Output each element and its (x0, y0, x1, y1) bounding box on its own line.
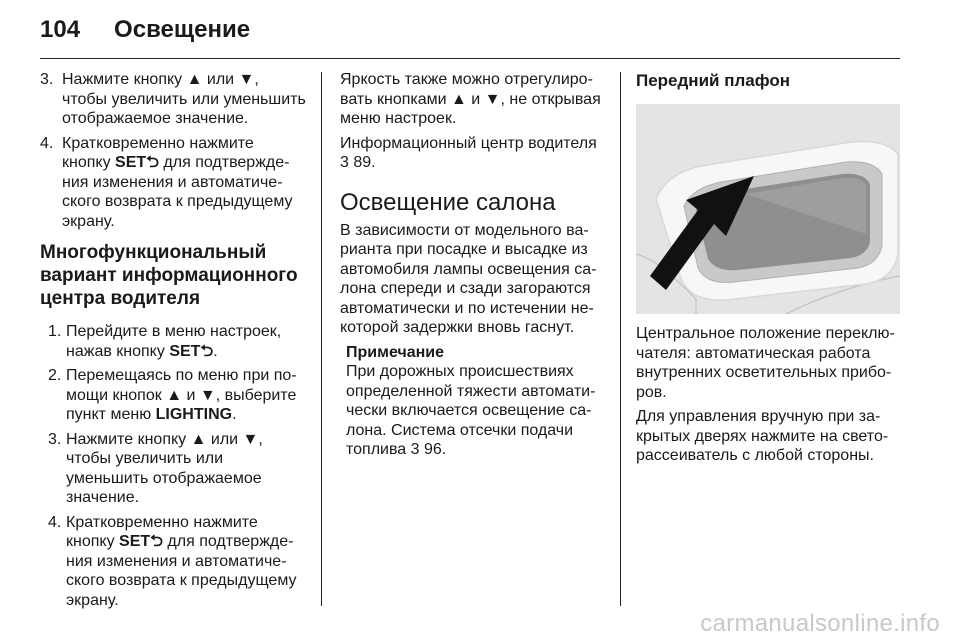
note-block (346, 343, 606, 460)
list-item: 3. Нажмите кнопку ▲ или ▼, чтобы увеличить или уменьшить отображаемое значение. (40, 71, 306, 127)
lighting-key-label: LIGHTING (155, 406, 233, 423)
page-header (40, 16, 250, 44)
page-number: 104 (40, 16, 81, 43)
front-lamp-illustration (636, 104, 900, 314)
list-item: 3. Нажмите кнопку ▲ или ▼, чтобы увеличить или уменьшить отображаемое значение. (48, 430, 263, 506)
list-item: 4. Кратковременно нажмите кнопку SET⮌ для подтверждения изменения и автоматического возврата к предыдущему экрану. (40, 134, 293, 230)
section-heading-multifunction: Многофункциональный вариант информационного центра водителя (40, 242, 298, 309)
column-2 (340, 70, 606, 460)
paragraph: Яркость также можно отрегулировать кнопками ▲ и ▼, не открывая меню настроек. (340, 71, 601, 127)
list-item: 4. Кратковременно нажмите кнопку SET⮌ для подтверждения изменения и автоматического возврата к предыдущему экрану. (48, 513, 297, 609)
section-heading-interior-lighting: Освещение салона (340, 188, 556, 216)
list-item: 2. Перемещаясь по меню при помощи кнопок ▲ и ▼, выберите пункт меню LIGHTING. (48, 367, 297, 423)
note-title: Примечание (346, 343, 445, 361)
figure-caption: Центральное положение переключателя: автоматическая работа внутренних осветительных приборов. (636, 325, 895, 401)
section-heading-front-lamp: Передний плафон (636, 71, 791, 90)
dome-lamp-image (636, 104, 900, 314)
set-key-label: SET⮌ (169, 342, 214, 360)
set-key-label: SET⮌ (119, 533, 163, 550)
paragraph: Для управления вручную при закрытых дверях нажмите на светорассеиватель с любой стороны. (636, 408, 889, 464)
note-text: При дорожных происшествиях определенной тяжести автоматически включается освещение салона. Система отсечки подачи топлива 3 96. (346, 363, 596, 458)
header-divider (40, 58, 900, 59)
site-watermark: carmanualsonline.info (700, 610, 940, 637)
set-key-label: SET⮌ (115, 154, 159, 171)
column-divider-1 (321, 72, 322, 606)
column-1 (40, 70, 306, 615)
steps-list-b (48, 322, 306, 610)
list-item: 1. Перейдите в меню настроек, нажав кнопку SET⮌. (48, 323, 282, 360)
column-3 (636, 70, 902, 471)
cross-reference[interactable]: Информационный центр водителя 3 89. (340, 134, 597, 171)
column-divider-2 (620, 72, 621, 606)
page-title: Освещение (114, 16, 251, 43)
paragraph: В зависимости от модельного варианта при посадке и высадке из автомобиля лампы освещения салона спереди и сзади загораются автоматически и по истечении некоторой задержки вновь гаснут. (340, 221, 597, 336)
steps-list-a (40, 70, 306, 231)
